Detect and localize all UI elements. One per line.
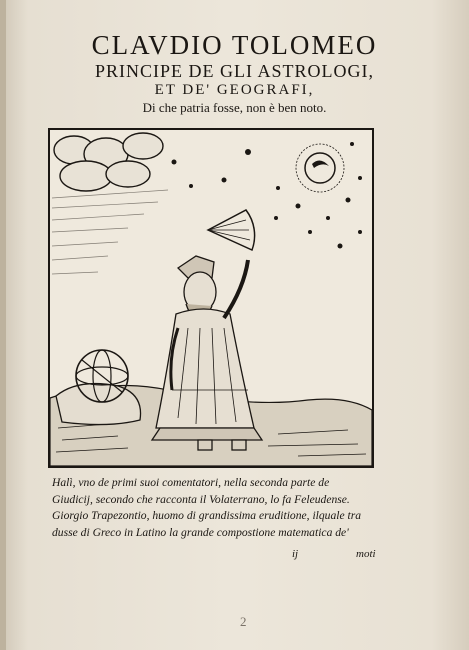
catchword: moti <box>356 548 376 560</box>
caption-text <box>52 475 392 541</box>
subtitle-line-2: ET DE' GEOGRAFI, <box>154 82 315 98</box>
caption-line: Giudicij, secondo che racconta il Volaterrano, lo fa Feleudense. <box>52 492 350 506</box>
subtitle-line-1: PRINCIPE DE GLI ASTROLOGI, <box>94 61 374 81</box>
signature-mark: ij <box>292 548 299 560</box>
subtitle-line-3: Di che patria fosse, non è ben noto. <box>142 100 327 115</box>
woodcut-astronomer-icon <box>48 128 374 468</box>
caption-line: dusse di Greco in Latino la grande compostione matematica de' <box>52 525 349 539</box>
page-title: CLAVDIO TOLOMEO <box>91 30 378 60</box>
caption-line: Halì, vno de primi suoi comentatori, nella seconda parte de <box>52 476 330 489</box>
folio-number: 2 <box>240 614 247 629</box>
caption-line: Giorgio Trapezontio, huomo di grandissima eruditione, ilquale tra <box>52 509 362 522</box>
